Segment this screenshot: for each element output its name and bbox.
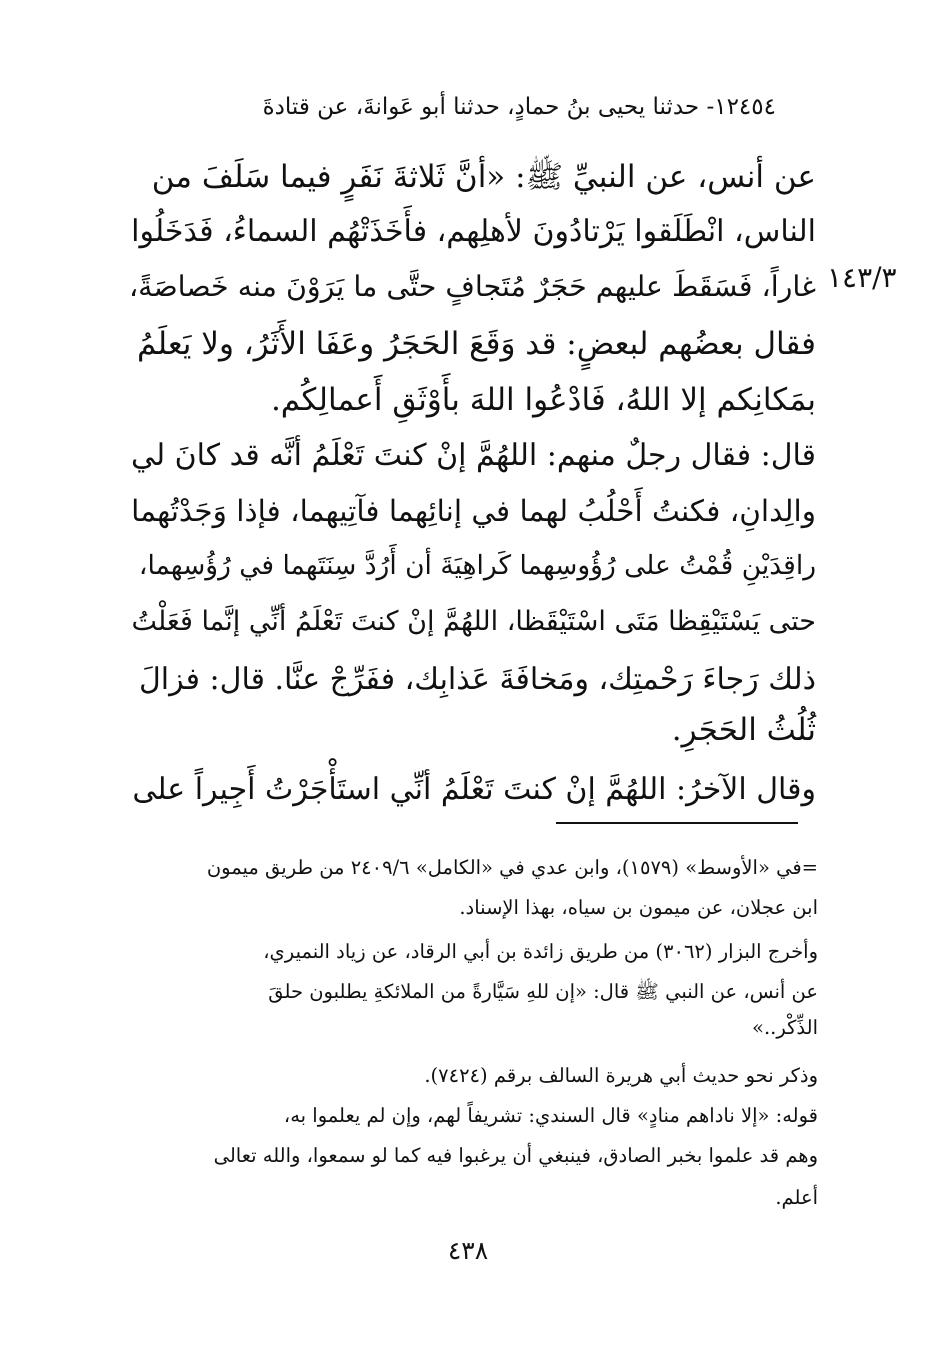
footnote-line: الذِّكْر..»	[752, 1016, 818, 1039]
footnote-separator	[556, 822, 798, 824]
main-line: ثُلُثُ الحَجَرِ.	[671, 712, 816, 748]
main-line: قال: فقال رجلٌ منهم: اللهُمَّ إنْ كنتَ تَعْلَمُ أنَّه قد كانَ لي	[130, 438, 816, 473]
footnote-line: ابن عجلان، عن ميمون بن سياه، بهذا الإسناد.	[459, 896, 818, 919]
main-line: ذلك رَجاءَ رَحْمتِك، ومَخافَةَ عَذابِك، ففَرِّجْ عنَّا. قال: فزالَ	[138, 662, 816, 697]
footnote-line: أعلم.	[775, 1186, 818, 1209]
page-number: ٤٣٨	[447, 1236, 489, 1265]
footnote-line: وذكر نحو حديث أبي هريرة السالف برقم (٧٤٢٤).	[424, 1064, 818, 1087]
main-line: وقال الآخرُ: اللهُمَّ إنْ كنتَ تَعْلَمُ أنِّي استَأْجَرْتُ أَجِيراً على	[132, 772, 816, 807]
main-line: حتى يَسْتَيْقِظا مَتَى اسْتَيْقَظا، اللهُمَّ إنْ كنتَ تَعْلَمُ أنِّي إنَّما فَعَلْتُ	[131, 606, 816, 637]
footnote-line: قوله: «إلا ناداهم منادٍ» قال السندي: تشريفاً لهم، وإن لم يعلموا به،	[283, 1104, 818, 1127]
footnote-line: وهم قد علموا بخبر الصادق، فينبغي أن يرغبوا فيه كما لو سمعوا، والله تعالى	[213, 1144, 818, 1167]
main-line: غاراً، فَسَقَطَ عليهم حَجَرٌ مُتَجافٍ حتَّى ما يَرَوْنَ منه خَصاصَةً،	[128, 270, 816, 303]
main-line: راقِدَيْنِ قُمْتُ على رُؤُوسِهما كَراهِيَةَ أن أَرُدَّ سِنَتَهما في رُؤُسِهما،	[138, 550, 816, 581]
footnote-line: وأخرج البزار (٣٠٦٢) من طريق زائدة بن أبي الرقاد، عن زياد النميري،	[263, 940, 818, 963]
hadith-header: ١٢٤٥٤- حدثنا يحيى بنُ حمادٍ، حدثنا أبو عَوانةَ، عن قتادةَ	[262, 94, 776, 120]
volume-page-reference: ١٤٣/٣	[827, 261, 897, 294]
footnote-line: =في «الأوسط» (١٥٧٩)، وابن عدي في «الكامل» ٢٤٠٩/٦ من طريق ميمون	[206, 856, 818, 879]
main-line: والِدانِ، فكنتُ أَحْلُبُ لهما في إنائِهما فآتِيهما، فإذا وَجَدْتُهما	[131, 494, 816, 528]
main-line: بمَكانِكم إلا اللهُ، فَادْعُوا اللهَ بأَوْثَقِ أَعمالِكُم.	[270, 382, 816, 418]
main-line: فقال بعضُهم لبعضٍ: قد وَقَعَ الحَجَرُ وعَفَا الأَثَرُ، ولا يَعلَمُ	[136, 326, 816, 362]
main-line: عن أنس، عن النبيِّ ﷺ: «أنَّ ثَلاثةَ نَفَرٍ فيما سَلَفَ من	[151, 159, 816, 195]
footnote-line: عن أنس، عن النبي ﷺ قال: «إن للهِ سَيَّارةً من الملائكةِ يطلبون حلقَ	[268, 980, 818, 1003]
main-line: الناس، انْطَلَقوا يَرْتادُونَ لأهلِهم، فأَخَذَتْهُم السماءُ، فَدَخَلُوا	[131, 214, 816, 249]
